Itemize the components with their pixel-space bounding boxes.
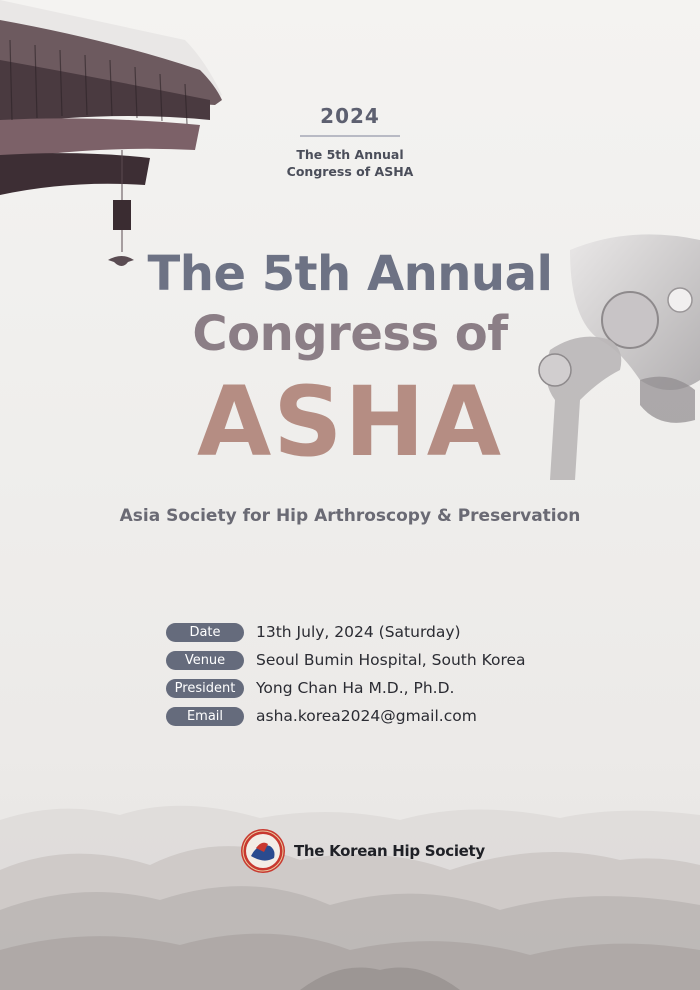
divider <box>300 135 400 137</box>
year-label: 2024 <box>320 104 380 128</box>
main-title-acronym: ASHA <box>196 366 504 478</box>
detail-row-date <box>166 618 526 646</box>
email-label: Email <box>166 707 244 726</box>
mountain-landscape-illustration <box>0 760 700 990</box>
organizer-block <box>240 828 485 874</box>
date-value: 13th July, 2024 (Saturday) <box>256 623 461 641</box>
date-label: Date <box>166 623 244 642</box>
society-full-name: Asia Society for Hip Arthroscopy & Preservation <box>119 506 581 526</box>
detail-row-venue <box>166 646 526 674</box>
korean-hip-society-logo-icon <box>240 828 286 874</box>
small-title-line-1: The 5th Annual <box>296 147 404 162</box>
main-title-line-2: Congress of <box>192 306 508 362</box>
venue-value: Seoul Bumin Hospital, South Korea <box>256 651 526 669</box>
small-title <box>0 146 700 180</box>
roof-eave-illustration <box>0 0 240 280</box>
organizer-name: The Korean Hip Society <box>294 842 485 860</box>
email-value[interactable]: asha.korea2024@gmail.com <box>256 707 477 725</box>
president-value: Yong Chan Ha M.D., Ph.D. <box>256 679 455 697</box>
small-title-line-2: Congress of ASHA <box>286 164 414 179</box>
main-title-line-1: The 5th Annual <box>147 246 553 302</box>
detail-row-email <box>166 702 526 730</box>
president-label: President <box>166 679 244 698</box>
detail-row-president <box>166 674 526 702</box>
event-details <box>166 618 526 730</box>
venue-label: Venue <box>166 651 244 670</box>
